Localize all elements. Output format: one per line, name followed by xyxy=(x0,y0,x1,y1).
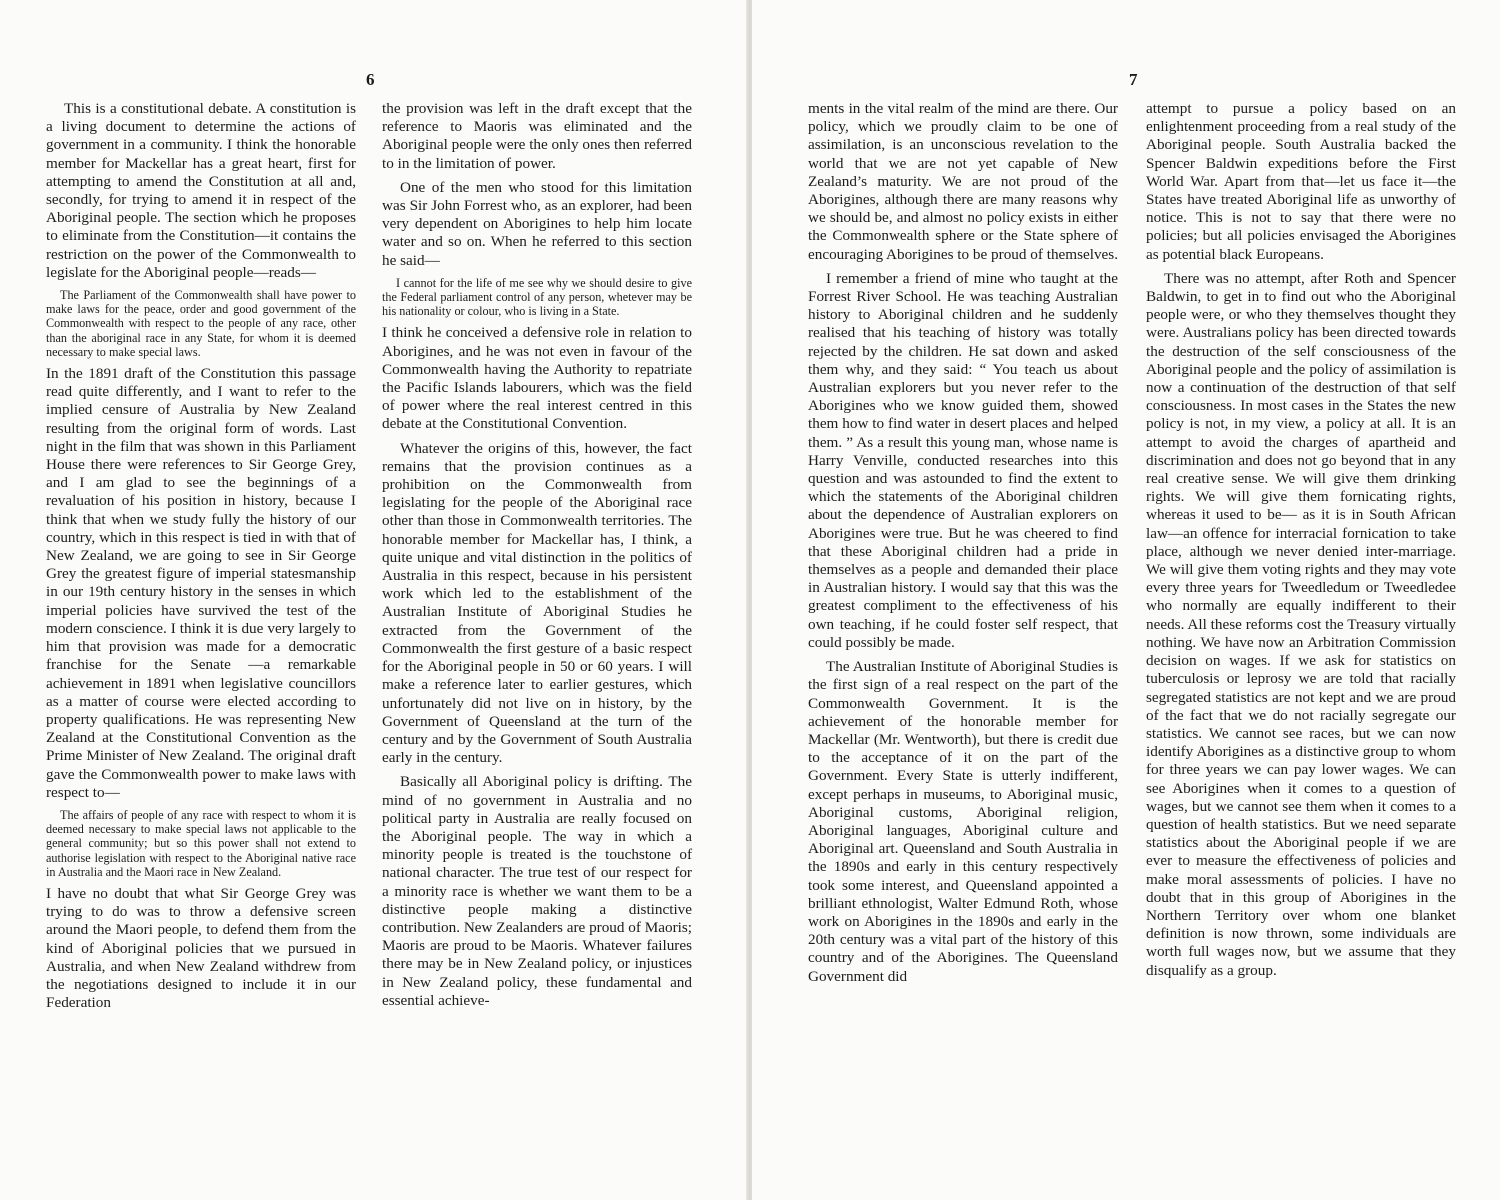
quotation: The affairs of people of any race with respect to whom it is deemed necessary to make special laws not applicable to the general community; but so this power shall not extend to authorise legislation with respect to the Aboriginal native race in Australia and the Maori race in New Zealand. xyxy=(46,807,356,879)
right-column-1 xyxy=(808,100,1118,992)
page-number-6: 6 xyxy=(366,70,375,89)
paragraph: The Australian Institute of Aboriginal Studies is the first sign of a real respect on the part of the Commonwealth Government. It is the achievement of the honorable member for Mackellar (Mr. Wentworth), but there is credit due to the acceptance of it on the part of the Government. Every State is utterly indifferent, except perhaps in museums, to Aboriginal music, Aboriginal customs, Aboriginal religion, Aboriginal languages, Aboriginal culture and Aboriginal art. Queensland and South Australia in the 1890s and early in this century respectively took some interest, and Queensland appointed a brilliant ethnologist, Walter Edmund Roth, whose work on Aborigines in the 1890s and early in the 20th century was a vital part of the history of this country and of the Aborigines. The Queensland Government did xyxy=(808,658,1118,985)
quotation: The Parliament of the Commonwealth shall have power to make laws for the peace, order and good government of the Commonwealth with respect to the people of any race, other than the aboriginal race in any State, for whom it is deemed necessary to make special laws. xyxy=(46,288,356,359)
paragraph: There was no attempt, after Roth and Spencer Baldwin, to get in to find out who the Aboriginal people were, or who they themselves thought they were. Australians policy has been directed towards the destruction of the self consciousness of the Aboriginal people and the policy of assimilation is now a continuation of the destruction of that self consciousness. In most cases in the States the new policy is not, in my view, a policy at all. It is an attempt to avoid the charges of apartheid and discrimination and does not go beyond that in any real creative sense. We will give them drinking rights. We will give them fornicating rights, whereas it used to be— as it is in South African law—an offence for interracial fornication to take place, although we never denied inter-marriage. We will give them voting rights and they may vote every three years for Tweedledum or Tweedledee who normally are equally indifferent to their needs. All these reforms cost the Treasury virtually nothing. We have now an Arbitration Commission decision on wages. If we ask for statistics on tuberculosis or leprosy we are told that racially segregated statistics are not kept and we are proud of the fact that we do not racially segregate our statistics. We cannot see races, but we can now identify Aborigines as a distinctive group to whom for three years we can pay lower wages. We can see Aborigines when it comes to a question of wages, but we cannot see them when it comes to a question of health statistics. But we need separate statistics about the Aboriginal people if we are ever to measure the effectiveness of policies and make moral assessments of policies. I have no doubt that in this group of Aborigines in the Northern Territory over whom one blanket definition is now thrown, some individuals are worth full wages now, but we assume that they disqualify as a group. xyxy=(1146,269,1456,979)
paragraph: the provision was left in the draft except that the reference to Maoris was eliminated and the Aboriginal people were the only ones then referred to in the limitation of power. xyxy=(382,100,692,172)
paragraph: I think he conceived a defensive role in relation to Aborigines, and he was not even in favour of the Commonwealth having the Authority to repatriate the Pacific Islands labourers, which was the field of power where the real interest centred in this debate at the Constitutional Convention. xyxy=(382,324,692,433)
left-page xyxy=(0,0,748,1200)
quotation: I cannot for the life of me see why we should desire to give the Federal parliament control of any person, whetever may be his nationality or colour, who is living in a State. xyxy=(382,275,692,319)
paragraph: In the 1891 draft of the Constitution this passage read quite differently, and I want to refer to the implied censure of Australia by New Zealand resulting from the original form of words. Last night in the film that was shown in this Parliament House there were references to Sir George Grey, and I am glad to see the beginnings of a revaluation of his position in history, because I think that when we study fully the history of our country, which in this respect is tied in with that of New Zealand, we are going to see in Sir George Grey the greatest figure of imperial statesmanship in our 19th century history in the senses in which imperial policies have survived the test of the modern conscience. I think it is due very largely to him that provision was made for a democratic franchise for the Senate —a remarkable achievement in 1891 when legislative councillors as a matter of course were elected according to property qualifications. He was representing New Zealand at the Constitutional Convention as the Prime Minister of New Zealand. The original draft gave the Commonwealth power to make laws with respect to— xyxy=(46,365,356,801)
paragraph: This is a constitutional debate. A constitution is a living document to determine the actions of government in a community. I think the honorable member for Mackellar has a great heart, first for attempting to amend the Constitution at all and, secondly, for trying to amend it in respect of the Aboriginal people. The section which he proposes to eliminate from the Constitution—it contains the restriction on the power of the Commonwealth to legislate for the Aboriginal people—reads— xyxy=(46,100,356,281)
paragraph: ments in the vital realm of the mind are there. Our policy, which we proudly claim to be one of assimilation, is an unconscious revelation to the world that we are not yet capable of New Zealand’s maturity. We are not proud of the Aborigines, although there are many reasons why we should be, and almost no policy exists in either the Commonwealth sphere or the State sphere of encouraging Aborigines to be proud of themselves. xyxy=(808,100,1119,263)
paragraph: I remember a friend of mine who taught at the Forrest River School. He was teaching Australian history to Aboriginal children and he suddenly realised that his teaching of history was totally rejected by the children. He sat down and asked them why, and they said: “ You teach us about Australian explorers but you never refer to the Aborigines who we know guided them, showed them how to find water in desert places and helped them. ” As a result this young man, whose name is Harry Venville, conducted researches into this question and was astounded to find the extent to which the statements of the Aboriginal children about the dependence of Australian explorers on Aborigines were true. But he was cheered to find that these Aboriginal children had a pride in themselves as a people and demanded their place in Australian history. I would say that this was the greatest compliment to the effectiveness of his own teaching, if he could foster self respect, that could possibly be made. xyxy=(808,269,1118,651)
paragraph: Whatever the origins of this, however, the fact remains that the provision continues as a prohibition on the Commonwealth from legislating for the people of the Aboriginal race other than those in Commonwealth territories. The honorable member for Mackellar has, I think, a quite unique and vital distinction in the politics of Australia in this respect, because in his persistent work which led to the establishment of the Australian Institute of Aboriginal Studies he extracted from the Government of the Commonwealth the first gesture of a basic respect for the Aboriginal people in 50 or 60 years. I will make a reference later to earlier gestures, which unfortunately did not live on in history, by the Government of Queensland at the turn of the century and by the Government of South Australia early in the century. xyxy=(382,439,692,767)
left-column-2 xyxy=(382,100,692,1016)
paragraph: Basically all Aboriginal policy is drifting. The mind of no government in Australia and no political party in Australia are really focused on the Aboriginal people. The way in which a minority people is treated is the touchstone of national character. The true test of our respect for a minority race is whether we want them to be a distinctive people making a distinctive contribution. New Zealanders are proud of Maoris; Maoris are proud to be Maoris. Whatever failures there may be in New Zealand policy, or injustices in New Zealand policy, these fundamental and essential achieve- xyxy=(382,773,692,1009)
paragraph: One of the men who stood for this limitation was Sir John Forrest who, as an explorer, had been very dependent on Aborigines to help him locate water and so on. When he referred to this section he said— xyxy=(382,178,692,269)
right-page xyxy=(752,0,1500,1200)
right-column-2 xyxy=(1146,100,1456,986)
paragraph: I have no doubt that what Sir George Grey was trying to do was to throw a defensive screen around the Maori people, to defend them from the kind of Aboriginal policies that we pursued in Australia, and when New Zealand withdrew from the negotiations designed to include it in our Federation xyxy=(46,884,356,1012)
left-column-1 xyxy=(46,100,356,1018)
page-number-7: 7 xyxy=(1129,70,1138,89)
paragraph: attempt to pursue a policy based on an enlightenment proceeding from a real study of the Aboriginal people. South Australia backed the Spencer Baldwin expeditions before the First World War. Apart from that—let us face it—the States have treated Aboriginal life as unworthy of notice. This is not to say that there were no policies; but all policies envisaged the Aborigines as potential black Europeans. xyxy=(1146,100,1456,263)
